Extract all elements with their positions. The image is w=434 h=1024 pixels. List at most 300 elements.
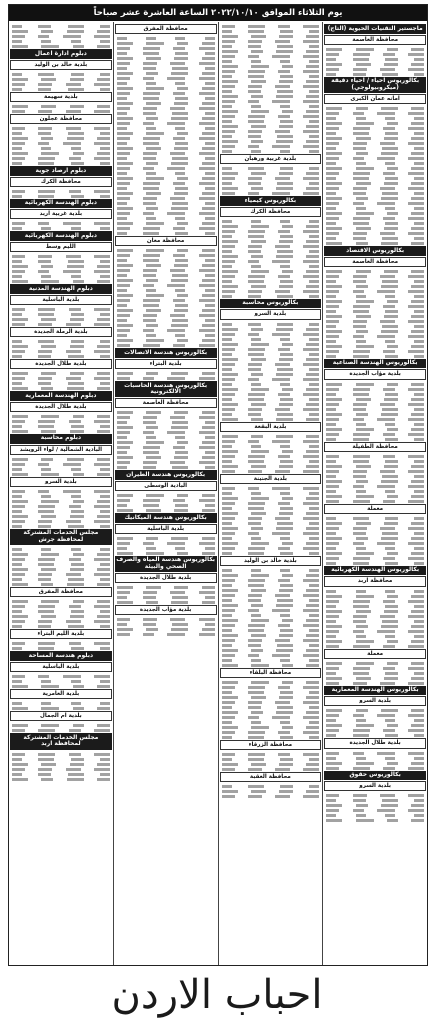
name-word-mark	[303, 55, 319, 58]
name-word-mark	[97, 583, 110, 586]
name-word-mark	[353, 73, 366, 76]
name-word-mark	[280, 150, 290, 153]
name-word-mark	[38, 377, 52, 380]
name-word-mark	[306, 65, 319, 68]
name-word-mark	[146, 102, 161, 105]
name-word-mark	[414, 490, 424, 493]
name-word-mark	[309, 721, 319, 724]
name-word-mark	[248, 644, 261, 647]
name-list	[10, 370, 112, 390]
name-word-mark	[303, 639, 319, 642]
name-word-mark	[381, 709, 398, 712]
name-word-mark	[117, 212, 130, 215]
name-list	[324, 453, 426, 503]
name-word-mark	[303, 115, 319, 118]
name-word-mark	[353, 275, 367, 278]
name-row	[220, 550, 322, 555]
name-word-mark	[38, 505, 55, 508]
name-word-mark	[70, 763, 84, 766]
name-word-mark	[172, 274, 188, 277]
name-word-mark	[94, 573, 110, 576]
name-word-mark	[12, 313, 22, 316]
section-heading: بكالوريوس الهندسة الصناعية	[324, 359, 426, 369]
name-word-mark	[143, 212, 154, 215]
name-word-mark	[382, 475, 398, 478]
name-word-mark	[278, 230, 290, 233]
name-word-mark	[71, 340, 84, 343]
name-word-mark	[326, 645, 339, 648]
footer-text: احباب الاردن	[111, 972, 323, 1018]
name-word-mark	[387, 662, 398, 665]
name-word-mark	[251, 790, 266, 793]
name-word-mark	[202, 426, 215, 429]
name-word-mark	[303, 192, 319, 195]
name-list	[10, 488, 112, 528]
name-word-mark	[177, 441, 188, 444]
name-word-mark	[38, 625, 51, 628]
name-word-mark	[38, 83, 52, 86]
name-word-mark	[326, 73, 336, 76]
name-word-mark	[251, 285, 266, 288]
section-heading: دبلوم الهندسة الكهربائية	[10, 199, 112, 209]
name-row	[10, 623, 112, 628]
subsection-heading: بلدية غربية ورهبان	[220, 154, 322, 164]
name-word-mark	[303, 230, 319, 233]
name-word-mark	[199, 591, 215, 594]
name-word-mark	[251, 255, 263, 258]
name-word-mark	[353, 355, 369, 358]
name-word-mark	[199, 633, 215, 636]
name-word-mark	[12, 147, 22, 150]
name-word-mark	[306, 634, 319, 637]
name-word-mark	[146, 441, 164, 444]
name-word-mark	[326, 495, 342, 498]
name-word-mark	[275, 408, 290, 411]
name-word-mark	[280, 30, 293, 33]
name-word-mark	[353, 305, 370, 308]
name-word-mark	[309, 338, 319, 341]
name-word-mark	[280, 537, 290, 540]
name-word-mark	[117, 232, 127, 235]
name-word-mark	[303, 408, 319, 411]
name-word-mark	[248, 691, 264, 694]
name-word-mark	[326, 232, 339, 235]
name-word-mark	[117, 67, 127, 70]
name-word-mark	[408, 305, 424, 308]
section-heading: دبلوم الهندسة الكهربائية	[10, 231, 112, 241]
name-word-mark	[408, 388, 424, 391]
name-word-mark	[356, 719, 366, 722]
name-word-mark	[306, 604, 319, 607]
name-word-mark	[94, 83, 110, 86]
name-word-mark	[411, 300, 424, 303]
name-word-mark	[272, 378, 290, 381]
name-word-mark	[202, 294, 215, 297]
name-word-mark	[117, 586, 133, 589]
name-word-mark	[387, 167, 398, 170]
name-word-mark	[278, 502, 290, 505]
name-word-mark	[146, 537, 158, 540]
name-word-mark	[97, 458, 110, 461]
name-row	[220, 190, 322, 195]
name-word-mark	[172, 319, 188, 322]
name-word-mark	[41, 702, 51, 705]
name-word-mark	[146, 586, 161, 589]
name-word-mark	[408, 403, 424, 406]
name-word-mark	[303, 547, 319, 550]
name-word-mark	[251, 125, 266, 128]
name-word-mark	[67, 458, 84, 461]
subsection-heading: بلدية مؤاب الجديدة	[115, 605, 217, 615]
name-word-mark	[38, 675, 49, 678]
name-word-mark	[222, 502, 235, 505]
name-word-mark	[222, 795, 235, 798]
name-word-mark	[303, 502, 319, 505]
name-word-mark	[12, 495, 22, 498]
name-word-mark	[38, 88, 51, 91]
name-word-mark	[63, 675, 81, 678]
name-word-mark	[117, 377, 130, 380]
name-word-mark	[387, 819, 398, 822]
name-word-mark	[222, 691, 232, 694]
name-word-mark	[222, 368, 232, 371]
name-word-mark	[38, 605, 55, 608]
name-word-mark	[381, 242, 398, 245]
name-word-mark	[326, 542, 339, 545]
name-word-mark	[309, 60, 319, 63]
name-word-mark	[309, 736, 319, 739]
name-word-mark	[251, 220, 261, 223]
name-word-mark	[175, 504, 188, 507]
name-word-mark	[71, 468, 81, 471]
name-word-mark	[41, 553, 59, 556]
name-word-mark	[408, 714, 424, 717]
name-word-mark	[12, 430, 28, 433]
name-word-mark	[381, 413, 398, 416]
name-list	[220, 751, 322, 771]
name-word-mark	[66, 110, 81, 113]
name-word-mark	[280, 167, 293, 170]
name-word-mark	[326, 177, 336, 180]
name-word-mark	[280, 614, 290, 617]
name-word-mark	[279, 634, 293, 637]
name-word-mark	[117, 411, 133, 414]
name-word-mark	[146, 339, 164, 342]
name-word-mark	[326, 403, 339, 406]
name-word-mark	[309, 295, 319, 298]
name-word-mark	[411, 595, 424, 598]
name-word-mark	[280, 507, 293, 510]
name-word-mark	[222, 527, 238, 530]
name-word-mark	[202, 552, 215, 555]
name-word-mark	[303, 768, 319, 771]
name-word-mark	[326, 590, 336, 593]
name-word-mark	[171, 426, 188, 429]
name-word-mark	[117, 623, 127, 626]
column-1	[322, 22, 427, 965]
name-word-mark	[326, 714, 339, 717]
name-word-mark	[38, 525, 51, 528]
name-word-mark	[12, 458, 28, 461]
name-word-mark	[38, 350, 52, 353]
name-list	[10, 253, 112, 283]
name-word-mark	[251, 537, 261, 540]
name-word-mark	[71, 510, 84, 513]
name-word-mark	[143, 77, 154, 80]
name-word-mark	[385, 635, 395, 638]
name-word-mark	[380, 142, 395, 145]
name-word-mark	[306, 373, 319, 376]
name-word-mark	[306, 240, 319, 243]
name-word-mark	[12, 420, 25, 423]
name-word-mark	[356, 709, 368, 712]
name-word-mark	[205, 127, 215, 130]
name-word-mark	[326, 197, 342, 200]
name-word-mark	[38, 753, 55, 756]
name-word-mark	[356, 227, 371, 230]
name-row	[324, 71, 426, 76]
name-word-mark	[117, 269, 130, 272]
subsection-heading: بلدية السرو	[324, 781, 426, 791]
name-word-mark	[222, 604, 238, 607]
name-word-mark	[12, 372, 28, 375]
name-word-mark	[173, 254, 185, 257]
name-word-mark	[117, 339, 133, 342]
name-word-mark	[382, 408, 398, 411]
name-word-mark	[353, 58, 369, 61]
name-word-mark	[280, 584, 293, 587]
name-word-mark	[383, 729, 395, 732]
name-word-mark	[380, 527, 395, 530]
name-word-mark	[251, 35, 266, 38]
name-word-mark	[380, 615, 395, 618]
name-word-mark	[356, 590, 366, 593]
name-word-mark	[117, 304, 127, 307]
name-word-mark	[202, 372, 215, 375]
name-word-mark	[356, 522, 371, 525]
name-word-mark	[277, 644, 293, 647]
name-word-mark	[94, 255, 110, 258]
name-word-mark	[248, 368, 261, 371]
name-word-mark	[97, 568, 110, 571]
subsection-heading: بلدية مؤاب الجديدة	[324, 369, 426, 379]
name-word-mark	[408, 53, 424, 56]
name-word-mark	[408, 630, 424, 633]
name-word-mark	[356, 804, 368, 807]
name-word-mark	[309, 220, 319, 223]
name-word-mark	[356, 428, 374, 431]
name-word-mark	[167, 377, 185, 380]
name-word-mark	[222, 172, 238, 175]
name-word-mark	[306, 35, 319, 38]
name-word-mark	[222, 403, 238, 406]
name-word-mark	[326, 325, 336, 328]
name-word-mark	[222, 507, 232, 510]
name-word-mark	[251, 388, 269, 391]
name-word-mark	[383, 305, 395, 308]
name-word-mark	[280, 338, 290, 341]
name-word-mark	[303, 145, 319, 148]
name-word-mark	[382, 620, 398, 623]
name-word-mark	[71, 610, 84, 613]
name-word-mark	[411, 137, 424, 140]
name-word-mark	[143, 314, 157, 317]
name-word-mark	[383, 433, 395, 436]
name-word-mark	[97, 137, 110, 140]
name-word-mark	[222, 245, 235, 248]
name-word-mark	[408, 767, 424, 770]
name-word-mark	[275, 245, 290, 248]
name-word-mark	[251, 574, 269, 577]
column-3	[113, 22, 218, 965]
name-word-mark	[326, 490, 336, 493]
name-word-mark	[353, 620, 366, 623]
name-word-mark	[41, 280, 59, 283]
name-word-mark	[309, 368, 319, 371]
name-word-mark	[143, 329, 154, 332]
name-word-mark	[202, 222, 215, 225]
name-word-mark	[143, 197, 157, 200]
name-word-mark	[309, 507, 319, 510]
name-word-mark	[177, 132, 188, 135]
name-word-mark	[205, 504, 215, 507]
name-word-mark	[12, 510, 22, 513]
name-word-mark	[100, 578, 110, 581]
name-word-mark	[222, 363, 235, 366]
name-list	[10, 103, 112, 113]
name-word-mark	[222, 35, 238, 38]
name-word-mark	[356, 677, 371, 680]
name-word-mark	[303, 440, 319, 443]
name-word-mark	[100, 88, 110, 91]
name-word-mark	[275, 795, 290, 798]
name-word-mark	[12, 642, 25, 645]
name-word-mark	[353, 232, 367, 235]
name-word-mark	[326, 610, 342, 613]
name-word-mark	[279, 240, 293, 243]
name-word-mark	[303, 455, 319, 458]
name-list	[10, 220, 112, 230]
name-word-mark	[202, 537, 215, 540]
name-word-mark	[202, 207, 215, 210]
name-word-mark	[280, 398, 293, 401]
name-word-mark	[381, 804, 398, 807]
name-word-mark	[309, 353, 319, 356]
name-word-mark	[171, 117, 188, 120]
name-word-mark	[117, 274, 127, 277]
name-word-mark	[12, 25, 22, 28]
name-word-mark	[353, 532, 366, 535]
name-word-mark	[408, 232, 424, 235]
name-word-mark	[248, 532, 259, 535]
name-word-mark	[41, 707, 59, 710]
name-word-mark	[97, 345, 110, 348]
name-row	[115, 599, 217, 604]
name-word-mark	[117, 107, 130, 110]
name-word-mark	[146, 177, 164, 180]
name-word-mark	[199, 499, 215, 502]
name-word-mark	[326, 112, 339, 115]
name-row	[10, 683, 112, 688]
name-word-mark	[408, 455, 424, 458]
name-word-mark	[411, 398, 424, 401]
name-word-mark	[12, 340, 22, 343]
name-word-mark	[353, 350, 370, 353]
name-word-mark	[326, 485, 339, 488]
name-word-mark	[411, 428, 424, 431]
subsection-heading: معملة	[324, 649, 426, 659]
name-word-mark	[326, 537, 342, 540]
name-word-mark	[222, 589, 238, 592]
name-word-mark	[303, 363, 319, 366]
name-list	[10, 23, 112, 48]
name-word-mark	[167, 77, 185, 80]
name-word-mark	[356, 635, 366, 638]
name-word-mark	[199, 254, 215, 257]
name-word-mark	[385, 295, 395, 298]
name-word-mark	[222, 260, 235, 263]
name-word-mark	[282, 619, 293, 622]
name-word-mark	[66, 323, 81, 326]
name-word-mark	[100, 647, 110, 650]
column-2	[218, 22, 323, 965]
name-word-mark	[248, 30, 264, 33]
name-word-mark	[326, 167, 342, 170]
name-word-mark	[117, 42, 133, 45]
subsection-heading: محافظة الكرك	[10, 177, 112, 187]
name-word-mark	[353, 172, 370, 175]
name-word-mark	[411, 552, 424, 555]
name-word-mark	[309, 398, 319, 401]
name-word-mark	[356, 340, 366, 343]
name-word-mark	[385, 517, 398, 520]
name-word-mark	[380, 275, 395, 278]
name-word-mark	[280, 629, 293, 632]
name-word-mark	[167, 212, 185, 215]
name-word-mark	[173, 299, 185, 302]
name-word-mark	[303, 487, 319, 490]
name-word-mark	[12, 73, 22, 76]
name-word-mark	[377, 809, 395, 812]
name-word-mark	[276, 255, 293, 258]
name-word-mark	[303, 517, 319, 520]
name-word-mark	[143, 504, 159, 507]
name-word-mark	[408, 682, 424, 685]
name-word-mark	[143, 142, 159, 145]
name-word-mark	[382, 73, 398, 76]
name-list	[220, 679, 322, 739]
name-word-mark	[143, 167, 154, 170]
name-word-mark	[414, 295, 424, 298]
name-word-mark	[353, 600, 370, 603]
name-word-mark	[326, 68, 339, 71]
name-word-mark	[277, 368, 293, 371]
name-word-mark	[73, 280, 84, 283]
name-word-mark	[306, 285, 319, 288]
name-word-mark	[377, 112, 395, 115]
name-word-mark	[66, 573, 81, 576]
name-word-mark	[353, 112, 364, 115]
name-word-mark	[38, 260, 51, 263]
name-word-mark	[175, 289, 185, 292]
name-word-mark	[414, 192, 424, 195]
name-word-mark	[70, 568, 84, 571]
name-word-mark	[326, 709, 342, 712]
name-word-mark	[414, 117, 424, 120]
name-word-mark	[222, 270, 238, 273]
name-word-mark	[380, 470, 395, 473]
name-word-mark	[251, 726, 269, 729]
